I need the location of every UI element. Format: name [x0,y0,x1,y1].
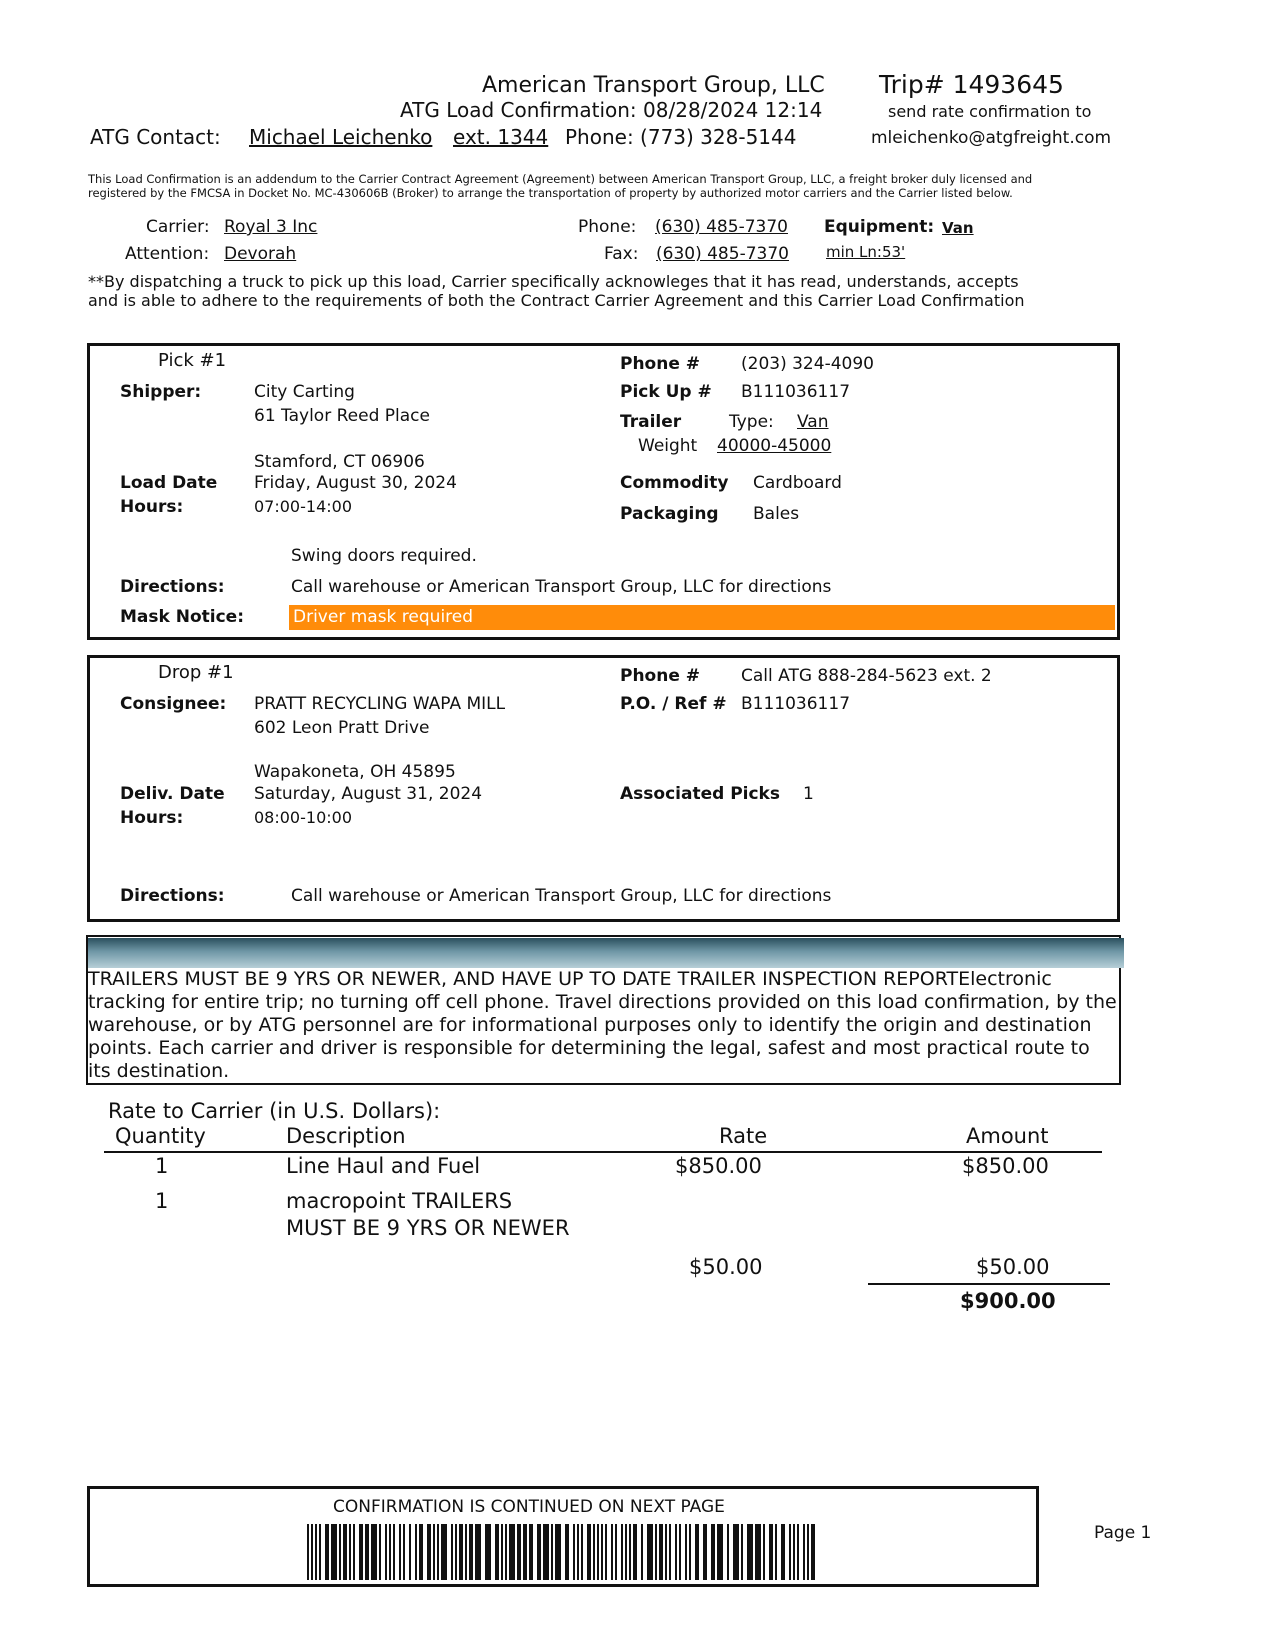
acknowledgement-line-2: and is able to adhere to the requirements of both the Contract Carrier Agreement and this Carrier Load Confirmation [88,291,1025,310]
barcode-bar [343,1524,347,1580]
barcode-bar [633,1524,637,1580]
drop-hours-label: Hours: [120,808,184,828]
row2-desc-line1: macropoint TRAILERS [286,1189,513,1213]
drop-phone-label: Phone # [620,666,701,686]
barcode-bar [505,1524,507,1580]
carrier-phone: (630) 485-7370 [655,217,788,237]
barcode-bar [797,1524,799,1580]
barcode-bar [711,1524,715,1580]
pick-phone-label: Phone # [620,354,701,374]
barcode-bar [803,1524,805,1580]
row2-desc-line2: MUST BE 9 YRS OR NEWER [286,1216,570,1240]
barcode-bar [353,1524,355,1580]
barcode-bar [331,1524,337,1580]
barcode [307,1524,821,1580]
pick-directions-label: Directions: [120,577,225,597]
load-confirmation-date: ATG Load Confirmation: 08/28/2024 12:14 [400,98,823,122]
disclaimer-line-2: registered by the FMCSA in Docket No. MC-430606B (Broker) to arrange the transportation of property by authorized motor carriers and the Carrier listed below. [88,186,1013,200]
barcode-bar [695,1524,699,1580]
barcode-bar [403,1524,405,1580]
carrier-fax: (630) 485-7370 [656,244,789,264]
deliv-date: Saturday, August 31, 2024 [254,784,483,804]
barcode-bar [389,1524,391,1580]
barcode-bar [629,1524,631,1580]
col-quantity: Quantity [115,1124,206,1148]
po-ref-label: P.O. / Ref # [620,694,727,714]
barcode-bar [339,1524,341,1580]
send-rate-label: send rate confirmation to [888,102,1092,121]
carrier-fax-label: Fax: [604,244,639,264]
barcode-bar [455,1524,457,1580]
barcode-bar [437,1524,439,1580]
consignee-city: Wapakoneta, OH 45895 [254,762,456,782]
acknowledgement-line-1: **By dispatching a truck to pick up this load, Carrier specifically acknowleges that it has read, understands, accepts [88,272,1019,291]
barcode-bar [441,1524,447,1580]
barcode-bar [689,1524,691,1580]
barcode-bar [365,1524,369,1580]
po-ref: B111036117 [741,694,851,714]
drop-section [87,655,1120,922]
barcode-bar [741,1524,743,1580]
equipment-value: Van [942,219,974,237]
drop-directions: Call warehouse or American Transport Group, LLC for directions [291,886,832,906]
trailer-label: Trailer [620,412,682,432]
barcode-bar [641,1524,643,1580]
carrier-name: Royal 3 Inc [224,217,318,237]
barcode-bar [537,1524,541,1580]
barcode-bar [551,1524,553,1580]
carrier-phone-label: Phone: [578,217,637,237]
barcode-bar [811,1524,815,1580]
load-date: Friday, August 30, 2024 [254,473,457,493]
pick-hours-label: Hours: [120,497,184,517]
total-amount: $900.00 [960,1289,1056,1313]
mask-notice-label: Mask Notice: [120,607,244,627]
min-length: min Ln:53' [826,243,906,261]
trailer-type: Van [797,412,829,432]
barcode-bar [581,1524,583,1580]
barcode-bar [385,1524,387,1580]
barcode-bar [415,1524,417,1580]
barcode-bar [319,1524,321,1580]
page-number: Page 1 [1094,1523,1152,1543]
barcode-bar [555,1524,561,1580]
row2-rate: $50.00 [689,1255,763,1279]
barcode-bar [325,1524,329,1580]
commodity-label: Commodity [620,473,729,493]
barcode-bar [393,1524,395,1580]
barcode-bar [587,1524,591,1580]
trip-number: Trip# 1493645 [879,70,1064,99]
barcode-bar [379,1524,381,1580]
barcode-bar [565,1524,569,1580]
barcode-bar [371,1524,377,1580]
disclaimer-line-1: This Load Confirmation is an addendum to the Carrier Contract Agreement (Agreement) between American Transport Group, LLC, a freight broker duly licensed and [88,172,1033,186]
barcode-bar [543,1524,549,1580]
drop-hours: 08:00-10:00 [254,808,352,827]
header-rule [104,1151,1102,1153]
barcode-bar [781,1524,785,1580]
col-amount: Amount [966,1124,1049,1148]
pick-title: Pick #1 [158,350,227,371]
barcode-bar [769,1524,773,1580]
barcode-bar [523,1524,527,1580]
associated-picks: 1 [803,784,814,804]
consignee-name: PRATT RECYCLING WAPA MILL [254,694,506,714]
barcode-bar [655,1524,657,1580]
barcode-bar [669,1524,671,1580]
row2-qty: 1 [155,1189,169,1213]
barcode-bar [459,1524,463,1580]
barcode-bar [665,1524,667,1580]
pick-hours: 07:00-14:00 [254,497,352,516]
barcode-bar [789,1524,791,1580]
equipment-label: Equipment: [824,217,935,237]
barcode-bar [427,1524,431,1580]
barcode-bar [349,1524,351,1580]
consignee-label: Consignee: [120,694,227,714]
deliv-date-label: Deliv. Date [120,784,225,804]
barcode-bar [517,1524,521,1580]
contact-ext: ext. 1344 [453,125,549,149]
barcode-bar [775,1524,777,1580]
pick-directions: Call warehouse or American Transport Group, LLC for directions [291,577,832,597]
barcode-bar [659,1524,663,1580]
total-rule [868,1283,1110,1285]
row1-desc: Line Haul and Fuel [286,1154,481,1178]
barcode-bar [733,1524,739,1580]
barcode-bar [501,1524,503,1580]
company-name: American Transport Group, LLC [482,73,825,98]
barcode-bar [703,1524,707,1580]
attention-value: Devorah [224,244,297,264]
barcode-bar [399,1524,401,1580]
swing-doors-note: Swing doors required. [291,546,477,566]
row1-amount: $850.00 [962,1154,1049,1178]
mask-notice-value: Driver mask required [289,605,1115,630]
shipper-name: City Carting [254,382,355,402]
barcode-bar [625,1524,627,1580]
barcode-bar [763,1524,765,1580]
shipper-city: Stamford, CT 06906 [254,452,425,472]
barcode-bar [359,1524,363,1580]
contact-label: ATG Contact: [90,125,221,149]
shipper-label: Shipper: [120,382,202,402]
commodity-value: Cardboard [753,473,842,493]
contact-name[interactable]: Michael Leichenko [249,125,433,149]
barcode-bar [509,1524,515,1580]
drop-directions-label: Directions: [120,886,225,906]
barcode-bar [433,1524,435,1580]
col-description: Description [286,1124,406,1148]
barcode-bar [465,1524,467,1580]
barcode-bar [469,1524,473,1580]
barcode-bar [685,1524,687,1580]
packaging-label: Packaging [620,504,719,524]
barcode-bar [315,1524,317,1580]
barcode-bar [605,1524,607,1580]
barcode-bar [573,1524,575,1580]
weight-value: 40000-45000 [717,436,832,456]
barcode-bar [611,1524,613,1580]
barcode-bar [727,1524,729,1580]
continued-label: CONFIRMATION IS CONTINUED ON NEXT PAGE [333,1497,725,1517]
pickup-number: B111036117 [741,382,851,402]
packaging-value: Bales [753,504,800,524]
load-date-label: Load Date [120,473,218,493]
barcode-bar [485,1524,491,1580]
barcode-bar [451,1524,453,1580]
barcode-bar [409,1524,411,1580]
barcode-bar [529,1524,533,1580]
pick-phone: (203) 324-4090 [741,354,874,374]
barcode-bar [495,1524,499,1580]
barcode-bar [419,1524,423,1580]
barcode-bar [621,1524,623,1580]
barcode-bar [647,1524,653,1580]
trailer-type-label: Type: [729,412,774,432]
barcode-bar [615,1524,617,1580]
col-rate: Rate [719,1124,768,1148]
barcode-bar [679,1524,681,1580]
barcode-bar [675,1524,677,1580]
attention-label: Attention: [125,244,210,264]
pickup-number-label: Pick Up # [620,382,712,402]
row2-amount: $50.00 [976,1255,1050,1279]
barcode-bar [307,1524,309,1580]
barcode-bar [755,1524,761,1580]
shipper-address: 61 Taylor Reed Place [254,406,430,426]
barcode-bar [577,1524,579,1580]
carrier-label: Carrier: [146,217,210,237]
drop-title: Drop #1 [158,662,234,683]
weight-label: Weight [638,436,698,456]
barcode-bar [475,1524,481,1580]
barcode-bar [807,1524,809,1580]
barcode-bar [717,1524,723,1580]
barcode-bar [593,1524,595,1580]
drop-phone: Call ATG 888-284-5623 ext. 2 [741,666,992,686]
notice-text: TRAILERS MUST BE 9 YRS OR NEWER, AND HAVE UP TO DATE TRAILER INSPECTION REPORTElectronic tracking for entire trip; no turning off cell phone. Travel directions provided on this load confirmation, by the warehouse, or by ATG personnel are for informational purposes only to identify the origin and destination points. Each carrier and driver is responsible for determining the legal, safest and most practical route to its destination. [88,968,1117,1082]
associated-picks-label: Associated Picks [620,784,780,804]
barcode-bar [597,1524,599,1580]
consignee-address: 602 Leon Pratt Drive [254,718,430,738]
barcode-bar [601,1524,603,1580]
rate-title: Rate to Carrier (in U.S. Dollars): [108,1099,441,1123]
barcode-bar [793,1524,795,1580]
contact-phone: Phone: (773) 328-5144 [565,125,797,149]
row1-qty: 1 [155,1154,169,1178]
contact-email[interactable]: mleichenko@atgfreight.com [871,128,1112,148]
row1-rate: $850.00 [675,1154,762,1178]
barcode-bar [747,1524,753,1580]
barcode-bar [311,1524,313,1580]
notice-header-band [88,938,1124,968]
